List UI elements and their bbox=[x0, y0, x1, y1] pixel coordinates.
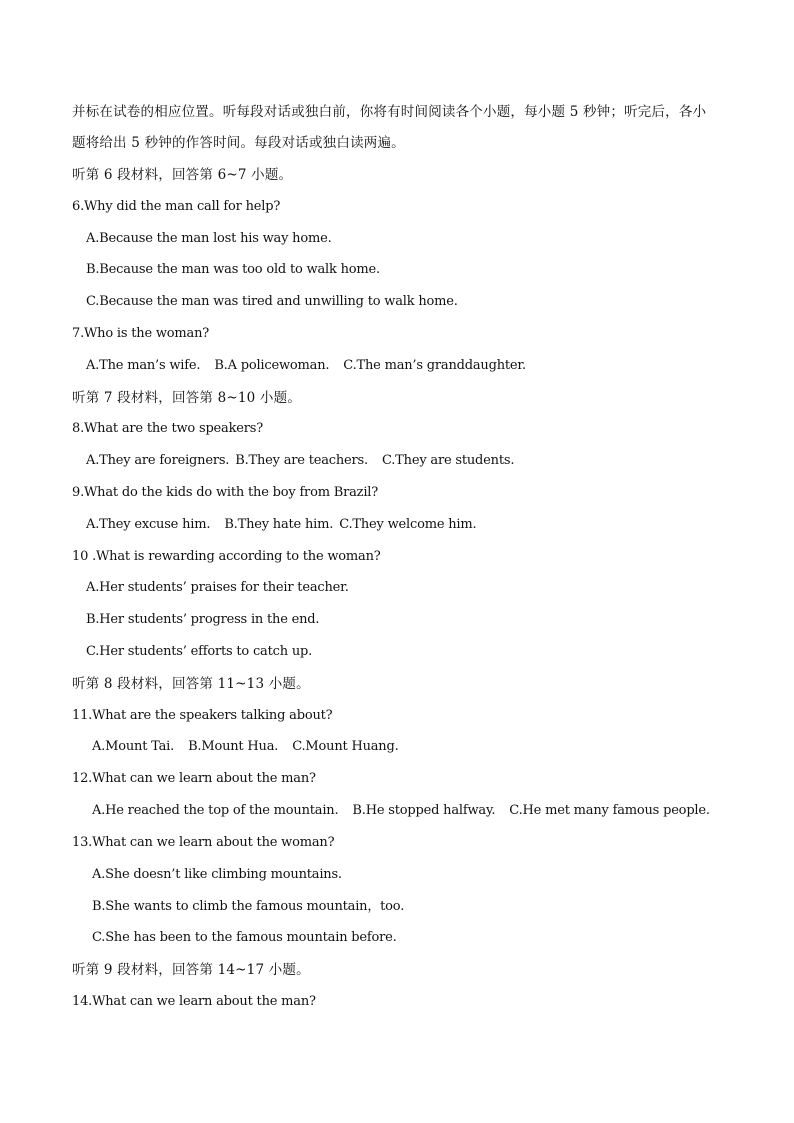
question-10-option-a: A.Her students’ praises for their teacher. bbox=[86, 580, 349, 595]
question-11-option-b: B.Mount Hua. bbox=[188, 739, 279, 754]
question-11-options bbox=[92, 738, 399, 756]
question-13-option-c: C.She has been to the famous mountain before. bbox=[92, 930, 397, 945]
question-11-option-a: A.Mount Tai. bbox=[92, 739, 175, 754]
question-13-stem: 13.What can we learn about the woman? bbox=[72, 835, 335, 850]
question-6-option-b: B.Because the man was too old to walk home. bbox=[86, 262, 380, 277]
question-12-stem: 12.What can we learn about the man? bbox=[72, 771, 316, 786]
question-7-option-c: C.The man’s granddaughter. bbox=[343, 358, 526, 373]
question-12-options bbox=[92, 802, 710, 820]
question-9-stem: 9.What do the kids do with the boy from Brazil? bbox=[72, 485, 379, 500]
question-7-options bbox=[86, 357, 526, 375]
question-6-option-c: C.Because the man was tired and unwilling to walk home. bbox=[86, 294, 458, 309]
question-12-option-a: A.He reached the top of the mountain. bbox=[92, 803, 339, 818]
question-8-option-c: C.They are students. bbox=[381, 453, 515, 468]
section-heading-9: 听第 9 段材料，回答第 14~17 小题。 bbox=[72, 962, 310, 978]
question-7-option-b: B.A policewoman. bbox=[214, 358, 330, 373]
question-9-option-c: C.They welcome him. bbox=[339, 517, 477, 532]
question-6-option-a: A.Because the man lost his way home. bbox=[86, 231, 332, 246]
question-8-option-a: A.They are foreigners. bbox=[86, 453, 230, 468]
question-11-option-c: C.Mount Huang. bbox=[292, 739, 399, 754]
question-8-stem: 8.What are the two speakers? bbox=[72, 421, 264, 436]
question-10-option-b: B.Her students’ progress in the end. bbox=[86, 612, 320, 627]
question-13-option-a: A.She doesn’t like climbing mountains. bbox=[92, 867, 342, 882]
question-11-stem: 11.What are the speakers talking about? bbox=[72, 708, 333, 723]
question-14-stem: 14.What can we learn about the man? bbox=[72, 994, 316, 1009]
question-7-stem: 7.Who is the woman? bbox=[72, 326, 210, 341]
question-8-option-b: B.They are teachers. bbox=[235, 453, 368, 468]
section-heading-6: 听第 6 段材料，回答第 6~7 小题。 bbox=[72, 167, 293, 183]
question-10-option-c: C.Her students’ efforts to catch up. bbox=[86, 644, 313, 659]
question-8-options bbox=[86, 452, 514, 470]
question-12-option-c: C.He met many famous people. bbox=[509, 803, 710, 818]
question-10-stem: 10 .What is rewarding according to the woman? bbox=[72, 549, 381, 564]
question-13-option-b: B.She wants to climb the famous mountain，too. bbox=[92, 899, 405, 914]
question-9-option-a: A.They excuse him. bbox=[86, 517, 211, 532]
question-7-option-a: A.The man’s wife. bbox=[86, 358, 201, 373]
intro-line-2: 题将给出 5 秒钟的作答时间。每段对话或独白读两遍。 bbox=[72, 135, 405, 151]
question-9-option-b: B.They hate him. bbox=[224, 517, 334, 532]
question-9-options bbox=[86, 516, 476, 534]
question-6-stem: 6.Why did the man call for help? bbox=[72, 199, 281, 214]
question-12-option-b: B.He stopped halfway. bbox=[352, 803, 496, 818]
section-heading-7: 听第 7 段材料，回答第 8~10 小题。 bbox=[72, 390, 302, 406]
section-heading-8: 听第 8 段材料，回答第 11~13 小题。 bbox=[72, 676, 310, 692]
intro-line-1: 并标在试卷的相应位置。听每段对话或独白前，你将有时间阅读各个小题，每小题 5 秒钟；听完后，各小 bbox=[72, 104, 707, 120]
